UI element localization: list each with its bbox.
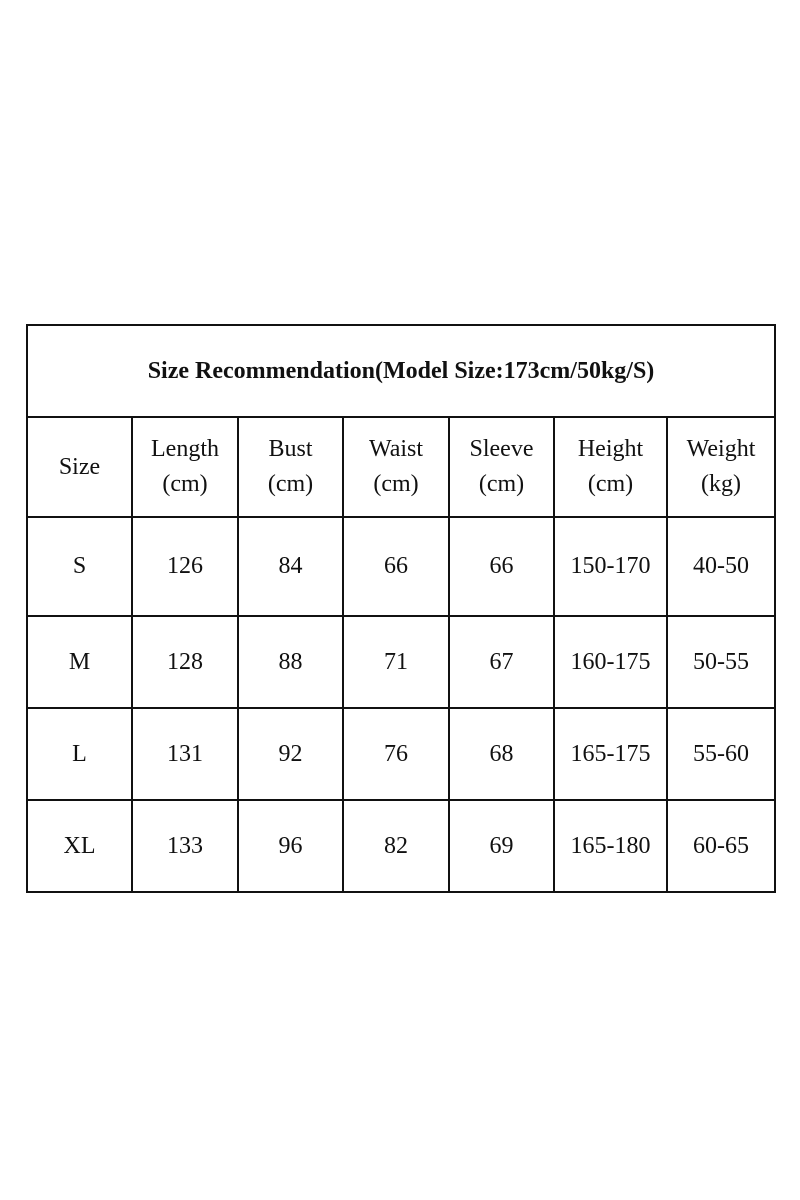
cell-height: 150-170: [554, 517, 667, 616]
cell-bust: 96: [238, 800, 343, 892]
cell-weight: 55-60: [667, 708, 775, 800]
cell-waist: 82: [343, 800, 449, 892]
cell-size: XL: [27, 800, 132, 892]
header-sleeve-unit: (cm): [478, 471, 525, 497]
header-size-label: Size: [58, 453, 101, 480]
table-row: [27, 517, 775, 616]
table-header-row: [27, 417, 775, 517]
cell-waist: 76: [343, 708, 449, 800]
header-sleeve-label: Sleeve: [469, 436, 534, 462]
header-weight-unit: (kg): [701, 471, 741, 497]
header-bust: [238, 417, 343, 517]
size-recommendation-table: [26, 324, 776, 893]
table-row: [27, 616, 775, 708]
cell-length: 126: [132, 517, 238, 616]
cell-waist: 71: [343, 616, 449, 708]
cell-sleeve: 66: [449, 517, 554, 616]
cell-waist: 66: [343, 517, 449, 616]
header-weight: [667, 417, 775, 517]
header-height-label: Height: [577, 436, 644, 462]
cell-length: 133: [132, 800, 238, 892]
cell-sleeve: 68: [449, 708, 554, 800]
cell-bust: 92: [238, 708, 343, 800]
cell-weight: 50-55: [667, 616, 775, 708]
cell-length: 128: [132, 616, 238, 708]
cell-size: L: [27, 708, 132, 800]
header-sleeve: [449, 417, 554, 517]
cell-weight: 60-65: [667, 800, 775, 892]
cell-sleeve: 67: [449, 616, 554, 708]
cell-sleeve: 69: [449, 800, 554, 892]
header-weight-label: Weight: [686, 436, 756, 462]
cell-height: 165-175: [554, 708, 667, 800]
cell-height: 165-180: [554, 800, 667, 892]
cell-size: M: [27, 616, 132, 708]
cell-length: 131: [132, 708, 238, 800]
header-length: [132, 417, 238, 517]
header-bust-unit: (cm): [267, 471, 314, 497]
header-bust-label: Bust: [268, 436, 313, 462]
cell-weight: 40-50: [667, 517, 775, 616]
table-title-row: [27, 325, 775, 417]
header-waist-unit: (cm): [373, 471, 419, 497]
header-waist: [343, 417, 449, 517]
cell-bust: 84: [238, 517, 343, 616]
cell-bust: 88: [238, 616, 343, 708]
table-title: Size Recommendation(Model Size:173cm/50kg/S): [27, 325, 775, 417]
header-length-unit: (cm): [162, 471, 208, 497]
header-size: [27, 417, 132, 517]
header-waist-label: Waist: [368, 436, 424, 462]
table-row: [27, 708, 775, 800]
header-height-unit: (cm): [587, 471, 634, 497]
cell-size: S: [27, 517, 132, 616]
header-height: [554, 417, 667, 517]
cell-height: 160-175: [554, 616, 667, 708]
header-length-label: Length: [151, 436, 219, 462]
table-row: [27, 800, 775, 892]
